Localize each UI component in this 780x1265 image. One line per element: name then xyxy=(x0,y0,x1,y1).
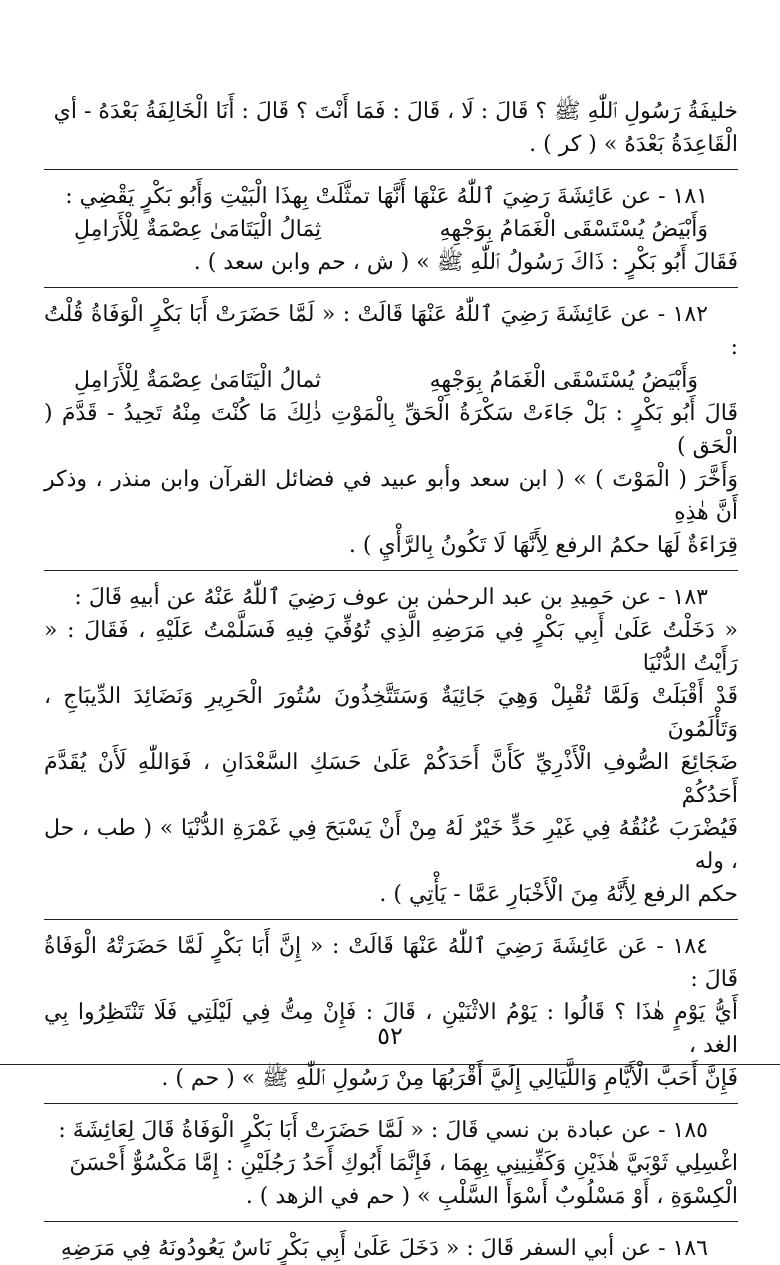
hadith-186 xyxy=(44,1232,738,1265)
text-line: اغْسِلِي ثَوْبَيَّ هٰذَيْنِ وَكَفِّنِينِي بِهِمَا ، فَإِنَّمَا أَبُوكِ أَحَدُ رَجُلَيْنِ : إِمَّا مَكْسُوٌّ أَحْسَنَ xyxy=(69,1151,738,1176)
text-line: الْقَاعِدَةُ بَعْدَهُ » ( كر ) . xyxy=(529,132,738,157)
hadith-181 xyxy=(44,180,738,279)
hadith-185 xyxy=(44,1114,738,1213)
text-line: أَيُّ يَوْمٍ هٰذَا ؟ قَالُوا : يَوْمُ الاثْنَيْنِ ، قَالَ : فَإِنْ مِتُّ فِي لَيْلَتِي فَلَا تَنْتَظِرُوا بِي الغد ، xyxy=(44,1000,738,1058)
hadith-heading: ١٨٥ - عن عبادة بن نسي قَالَ : « لَمَّا حَضَرَتْ أَبَا بَكْرٍ الْوَفَاةُ قَالَ لِعَائِشَةَ : xyxy=(58,1118,708,1143)
text-line: قِرَاءَةٌ لَهَا حكمُ الرفع لِأَنَّهَا لَا تَكُونُ بِالرَّأْيِ ) . xyxy=(348,533,738,558)
page-number: ٥٢ xyxy=(377,1022,403,1050)
text-line: فَيُضْرَبَ عُنُقُهُ فِي غَيْرِ حَدٍّ خَيْرٌ لَهُ مِنْ أَنْ يَسْبَحَ فِي غَمْرَةِ الدُّنْيَا » ( طب ، حل ، وله xyxy=(44,816,738,874)
text-line: ضَجَائِعَ الصُّوفِ الْأَذْرِيِّ كَأَنَّ أَحَدَكُمْ عَلَىٰ حَسَكِ السَّعْدَانِ ، فَوَاللّٰهِ لَأَنْ يُقَدَّمَ أَحَدُكُمْ xyxy=(44,750,738,808)
text-line: قَدْ أَقْبَلَتْ وَلَمَّا تُقْبِلْ وَهِيَ جَائِيَةٌ وَسَتَتَّخِذُونَ سُتُورَ الْحَرِيرِ وَنَضَائِدَ الدِّيبَاجِ ، وَتَأْلَمُونَ xyxy=(44,684,738,742)
text-line: وَأَخَّرَ ( الْمَوْتَ ) » ( ابن سعد وأبو عبيد في فضائل القرآن وابن منذر ، وذكر أَنَّ هٰذِهِ xyxy=(44,467,738,525)
separator-rule xyxy=(44,919,738,920)
text-line: حكم الرفع لِأَنَّهُ مِنَ الْأَخْبَارِ عَمَّا - يَأْتِي ) . xyxy=(379,882,738,907)
hadith-183 xyxy=(44,581,738,911)
separator-rule xyxy=(44,1103,738,1104)
bottom-rule xyxy=(0,1064,780,1065)
hadith-heading: ١٨٦ - عن أبي السفر قَالَ : « دَخَلَ عَلَىٰ أَبِي بَكْرٍ نَاسٌ يَعُودُونَهُ فِي مَرَضِهِ xyxy=(60,1236,708,1261)
hadith-heading: ١٨١ - عن عَائِشَةَ رَضِيَ ٱللّٰهُ عَنْهَا أَنَّهَا تمثَّلَتْ بِهذَا الْبَيْتِ وَأَبُو بَكْرٍ يَقْضِي : xyxy=(65,184,708,209)
text-line: فَقَالَ أَبُو بَكْرٍ : ذَاكَ رَسُولُ ٱللّٰهِ ﷺ » ( ش ، حم وابن سعد ) . xyxy=(193,250,738,275)
hadith-184 xyxy=(44,930,738,1095)
text-line: « دَخَلْتُ عَلَىٰ أَبِي بَكْرٍ فِي مَرَضِهِ الَّذِي تُوُفِّيَ فِيهِ فَسَلَّمْتُ عَلَيْهِ ، فَقَالَ : « رَأَيْتُ الدُّنْيَا xyxy=(44,618,738,676)
text-line: فَإِنَّ أَحَبَّ الْأَيَّامِ وَاللَّيَالِي إِلَيَّ أَقْرَبُهَا مِنْ رَسُولِ ٱللّٰهِ ﷺ » ( حم ) . xyxy=(161,1066,738,1091)
separator-rule xyxy=(44,169,738,170)
text-line: خليفَةُ رَسُولِ ٱللّٰهِ ﷺ ؟ قَالَ : لَا ، قَالَ : فَمَا أَنْتَ ؟ قَالَ : أَنَا الْخَالِفَةُ بَعْدَهُ - أي xyxy=(53,99,738,124)
hadith-heading: ١٨٤ - عَن عَائِشَةَ رَضِيَ ٱللّٰهُ عَنْهَا قَالَتْ : « إِنَّ أَبَا بَكْرٍ لَمَّا حَضَرَتْهُ الْوَفَاةُ قَالَ : xyxy=(44,934,738,992)
hadith-182 xyxy=(44,298,738,562)
intro-paragraph xyxy=(44,95,738,161)
separator-rule xyxy=(44,570,738,571)
verse-hemistich-left: ثمالُ الْيَتَامَىٰ عِصْمَةٌ لِلْأَرَامِلِ xyxy=(74,368,322,393)
verse-hemistich-right: وَأَبْيَضُ يُسْتَسْقَى الْغَمَامُ بِوَجْهِهِ xyxy=(439,217,708,242)
verse-hemistich-right: وَأَبْيَضُ يُسْتَسْقَى الْغَمَامُ بِوَجْهِهِ xyxy=(429,368,698,393)
verse-hemistich-left: ثِمَالُ الْيَتَامَىٰ عِصْمَةٌ لِلْأَرَامِلِ xyxy=(74,217,322,242)
separator-rule xyxy=(44,1221,738,1222)
text-line: قَالَ أَبُو بَكْرٍ : بَلْ جَاءَتْ سَكْرَةُ الْحَقِّ بِالْمَوْتِ ذٰلِكَ مَا كُنْتَ مِنْهُ تَحِيدُ - قَدَّمَ ( الْحَق ) xyxy=(44,401,738,459)
verse-line xyxy=(44,364,738,397)
text-line: الْكِسْوَةِ ، أَوْ مَسْلُوبٌ أَسْوَأَ السَّلْبِ » ( حم في الزهد ) . xyxy=(245,1184,738,1209)
verse-line xyxy=(44,213,738,246)
separator-rule xyxy=(44,287,738,288)
hadith-heading: ١٨٣ - عن حَمِيدِ بن عبد الرحمٰن بن عوف رَضِيَ ٱللّٰهُ عَنْهُ عن أبيهِ قَالَ : xyxy=(74,585,708,610)
hadith-heading: ١٨٢ - عن عَائِشَةَ رَضِيَ ٱللّٰهُ عَنْهَا قَالَتْ : « لَمَّا حَضَرَتْ أَبَا بَكْرٍ الْوَفَاةُ قُلْتُ : xyxy=(44,302,738,360)
